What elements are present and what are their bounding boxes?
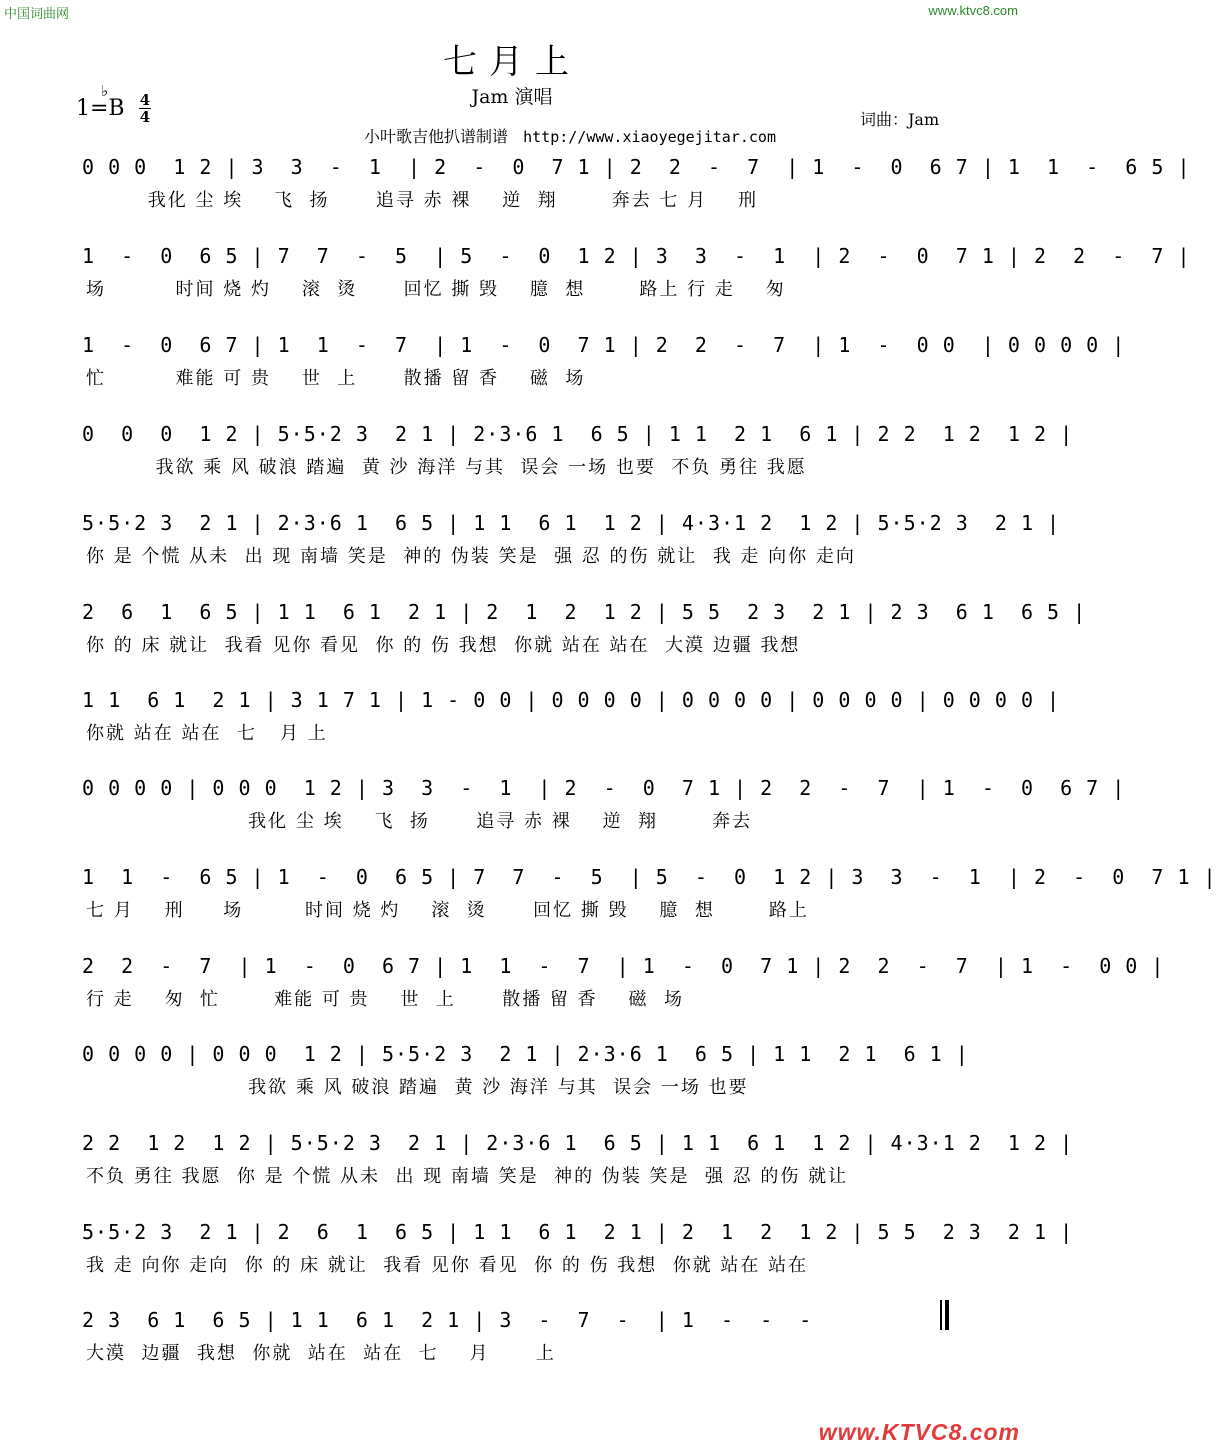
lyrics-row: 你 的 床 就让 我看 见你 看见 你 的 伤 我想 你就 站在 站在 大漠 边疆 我想 — [86, 635, 801, 656]
key-signature — [76, 82, 125, 121]
lyrics-row: 我化 尘 埃 飞 扬 追寻 赤 裸 逆 翔 奔去 — [86, 811, 753, 832]
notes-row: 1 1 - 6 5 | 1 - 0 6 5 | 7 7 - 5 | 5 - 0 1 2 | 3 3 - 1 | 2 - 0 7 1 | — [82, 865, 1217, 889]
score-line-11 — [82, 1039, 969, 1129]
notes-row: 1 1 6 1 2 1 | 3 1 7 1 | 1 - 0 0 | 0 0 0 0 | 0 0 0 0 | 0 0 0 0 | 0 0 0 0 | — [82, 688, 1061, 712]
score-line-8 — [82, 773, 1126, 863]
notes-row: 2 6 1 6 5 | 1 1 6 1 2 1 | 2 1 2 1 2 | 5 5 2 3 2 1 | 2 3 6 1 6 5 | — [82, 600, 1087, 624]
site-url-right[interactable]: www.ktvc8.com — [928, 3, 1018, 18]
transcriber-credit — [364, 124, 776, 147]
final-barline — [940, 1300, 949, 1330]
lyrics-row: 七 月 刑 场 时间 烧 灼 滚 烫 回忆 撕 毁 臆 想 路上 — [86, 900, 809, 921]
score-line-1 — [82, 152, 1191, 242]
notes-row: 2 2 - 7 | 1 - 0 6 7 | 1 1 - 7 | 1 - 0 7 1 | 2 2 - 7 | 1 - 0 0 | — [82, 954, 1165, 978]
site-name-left: 中国词曲网 — [4, 7, 70, 22]
score-line-4 — [82, 419, 1074, 509]
score-line-3 — [82, 330, 1126, 420]
time-top: 4 — [139, 91, 151, 109]
score-line-2 — [82, 241, 1191, 331]
time-bottom: 4 — [139, 108, 151, 126]
notes-row: 2 3 6 1 6 5 | 1 1 6 1 2 1 | 3 - 7 - | 1 - - - — [82, 1308, 813, 1332]
notes-row: 5·5·2 3 2 1 | 2·3·6 1 6 5 | 1 1 6 1 1 2 | 4·3·1 2 1 2 | 5·5·2 3 2 1 | — [82, 511, 1061, 535]
time-signature — [139, 92, 151, 125]
transcriber-name: 小叶歌吉他扒谱制谱 — [364, 127, 509, 146]
composer-credit: 词曲：Jam — [860, 110, 940, 129]
notes-row: 5·5·2 3 2 1 | 2 6 1 6 5 | 1 1 6 1 2 1 | 2 1 2 1 2 | 5 5 2 3 2 1 | — [82, 1220, 1074, 1244]
score-line-5 — [82, 508, 1061, 598]
lyrics-row: 不负 勇往 我愿 你 是 个慌 从未 出 现 南墙 笑是 神的 伪装 笑是 强 忍 的伤 就让 — [86, 1166, 849, 1187]
song-title: 七月上 — [443, 42, 581, 82]
lyrics-row: 你就 站在 站在 七 月 上 — [86, 723, 328, 744]
lyrics-row: 你 是 个慌 从未 出 现 南墙 笑是 神的 伪装 笑是 强 忍 的伤 就让 我 走 向你 走向 — [86, 546, 856, 567]
score-line-9 — [82, 862, 1217, 952]
lyrics-row: 大漠 边疆 我想 你就 站在 站在 七 月 上 — [86, 1343, 556, 1364]
notes-row: 0 0 0 1 2 | 5·5·2 3 2 1 | 2·3·6 1 6 5 | 1 1 2 1 6 1 | 2 2 1 2 1 2 | — [82, 422, 1074, 446]
score-line-7 — [82, 685, 1061, 775]
lyrics-row: 我化 尘 埃 飞 扬 追寻 赤 裸 逆 翔 奔去 七 月 刑 — [86, 190, 759, 211]
key-text: 1=B — [76, 96, 125, 121]
notes-row: 1 - 0 6 7 | 1 1 - 7 | 1 - 0 7 1 | 2 2 - 7 | 1 - 0 0 | 0 0 0 0 | — [82, 333, 1126, 357]
score-line-6 — [82, 597, 1087, 687]
score-line-13 — [82, 1217, 1074, 1307]
lyrics-row: 我 走 向你 走向 你 的 床 就让 我看 见你 看见 你 的 伤 我想 你就 站在 站在 — [86, 1255, 809, 1276]
lyrics-row: 我欲 乘 风 破浪 踏遍 黄 沙 海洋 与其 误会 一场 也要 — [86, 1077, 749, 1098]
notes-row: 0 0 0 0 | 0 0 0 1 2 | 3 3 - 1 | 2 - 0 7 1 | 2 2 - 7 | 1 - 0 6 7 | — [82, 776, 1126, 800]
notes-row: 0 0 0 1 2 | 3 3 - 1 | 2 - 0 7 1 | 2 2 - 7 | 1 - 0 6 7 | 1 1 - 6 5 | — [82, 155, 1191, 179]
singer-credit: Jam 演唱 — [471, 86, 553, 108]
notes-row: 2 2 1 2 1 2 | 5·5·2 3 2 1 | 2·3·6 1 6 5 | 1 1 6 1 1 2 | 4·3·1 2 1 2 | — [82, 1131, 1074, 1155]
lyrics-row: 行 走 匆 忙 难能 可 贵 世 上 散播 留 香 磁 场 — [86, 989, 684, 1010]
score-line-12 — [82, 1128, 1074, 1218]
lyrics-row: 场 时间 烧 灼 滚 烫 回忆 撕 毁 臆 想 路上 行 走 匆 — [86, 279, 786, 300]
score-line-10 — [82, 951, 1165, 1041]
flat-symbol: ♭ — [101, 82, 109, 100]
notes-row: 1 - 0 6 5 | 7 7 - 5 | 5 - 0 1 2 | 3 3 - 1 | 2 - 0 7 1 | 2 2 - 7 | — [82, 244, 1191, 268]
notes-row: 0 0 0 0 | 0 0 0 1 2 | 5·5·2 3 2 1 | 2·3·6 1 6 5 | 1 1 2 1 6 1 | — [82, 1042, 969, 1066]
lyrics-row: 忙 难能 可 贵 世 上 散播 留 香 磁 场 — [86, 368, 586, 389]
transcriber-url[interactable]: http://www.xiaoyegejitar.com — [523, 128, 776, 146]
score-line-14 — [82, 1305, 954, 1395]
site-logo: www.KTVC8.com — [818, 1419, 1020, 1445]
lyrics-row: 我欲 乘 风 破浪 踏遍 黄 沙 海洋 与其 误会 一场 也要 不负 勇往 我愿 — [86, 457, 807, 478]
